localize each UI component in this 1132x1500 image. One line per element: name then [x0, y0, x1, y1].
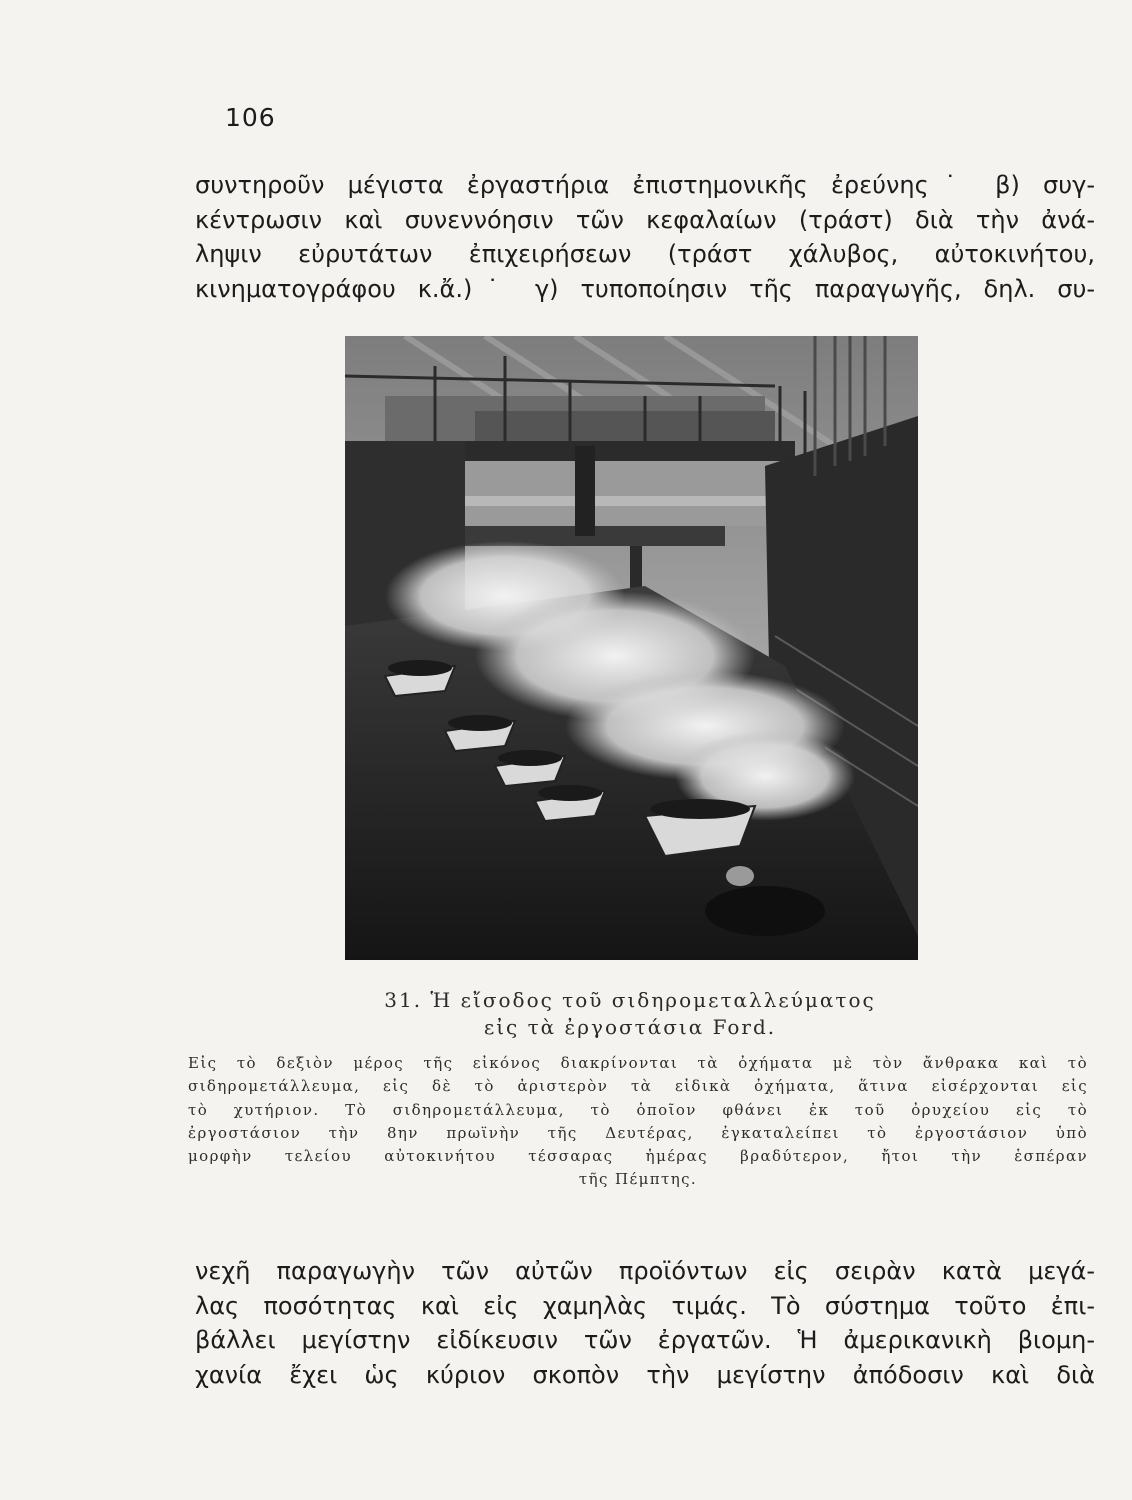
caption-line: τῆς Πέμπτης.	[578, 1170, 698, 1189]
page-number: 106	[225, 103, 276, 132]
caption-title-line: 31. Ἡ εἴσοδος τοῦ σιδηρομεταλλεύματος	[384, 988, 876, 1012]
text-line: ληψιν εὐρυτάτων ἐπιχειρήσεων (τράστ χάλυβος, αὐτοκινήτου,	[195, 240, 1095, 268]
figure-caption-text	[188, 1052, 1088, 1192]
caption-line: μορφὴν τελείου αὐτοκινήτου τέσσαρας ἡμέρας βραδύτερον, ἤτοι τὴν ἑσπέραν	[188, 1147, 1088, 1166]
text-line: νεχῆ παραγωγὴν τῶν αὐτῶν προϊόντων εἰς σειρὰν κατὰ μεγά-	[195, 1257, 1095, 1285]
figure-caption-title	[330, 987, 930, 1041]
factory-photograph	[345, 336, 918, 960]
caption-title-line: εἰς τὰ ἐργοστάσια Ford.	[483, 1015, 777, 1039]
paragraph-bottom	[195, 1254, 1095, 1392]
text-line: χανία ἔχει ὡς κύριον σκοπὸν τὴν μεγίστην ἀπόδοσιν καὶ διὰ	[195, 1360, 1095, 1389]
text-line: βάλλει μεγίστην εἰδίκευσιν τῶν ἐργατῶν. Ἡ ἀμερικανικὴ βιομη-	[195, 1326, 1095, 1354]
caption-line: Εἰς τὸ δεξιὸν μέρος τῆς εἰκόνος διακρίνονται τὰ ὀχήματα μὲ τὸν ἄνθρακα καὶ τὸ	[188, 1054, 1088, 1072]
caption-line: ἐργοστάσιον τὴν 8ην πρωϊνὴν τῆς Δευτέρας, ἐγκαταλείπει τὸ ἐργοστάσιον ὑπὸ	[188, 1123, 1088, 1142]
paragraph-top	[195, 168, 1095, 306]
text-line: λας ποσότητας καὶ εἰς χαμηλὰς τιμάς. Τὸ σύστημα τοῦτο ἐπι-	[195, 1291, 1095, 1320]
text-line: κινηματογράφου κ.ἄ.)˙ γ) τυποποίησιν τῆς παραγωγῆς, δηλ. συ-	[195, 274, 1095, 303]
text-line: συντηροῦν μέγιστα ἐργαστήρια ἐπιστημονικῆς ἐρεύνης˙ β) συγ-	[195, 171, 1095, 199]
caption-line: τὸ χυτήριον. Τὸ σιδηρομετάλλευμα, τὸ ὁποῖον φθάνει ἐκ τοῦ ὀρυχείου εἰς τὸ	[188, 1100, 1088, 1119]
caption-line: σιδηρομετάλλευμα, εἰς δὲ τὸ ἀριστερὸν τὰ εἰδικὰ ὀχήματα, ἅτινα εἰσέρχονται εἰς	[188, 1077, 1088, 1096]
text-line: κέντρωσιν καὶ συνεννόησιν τῶν κεφαλαίων (τράστ) διὰ τὴν ἀνά-	[195, 205, 1095, 234]
